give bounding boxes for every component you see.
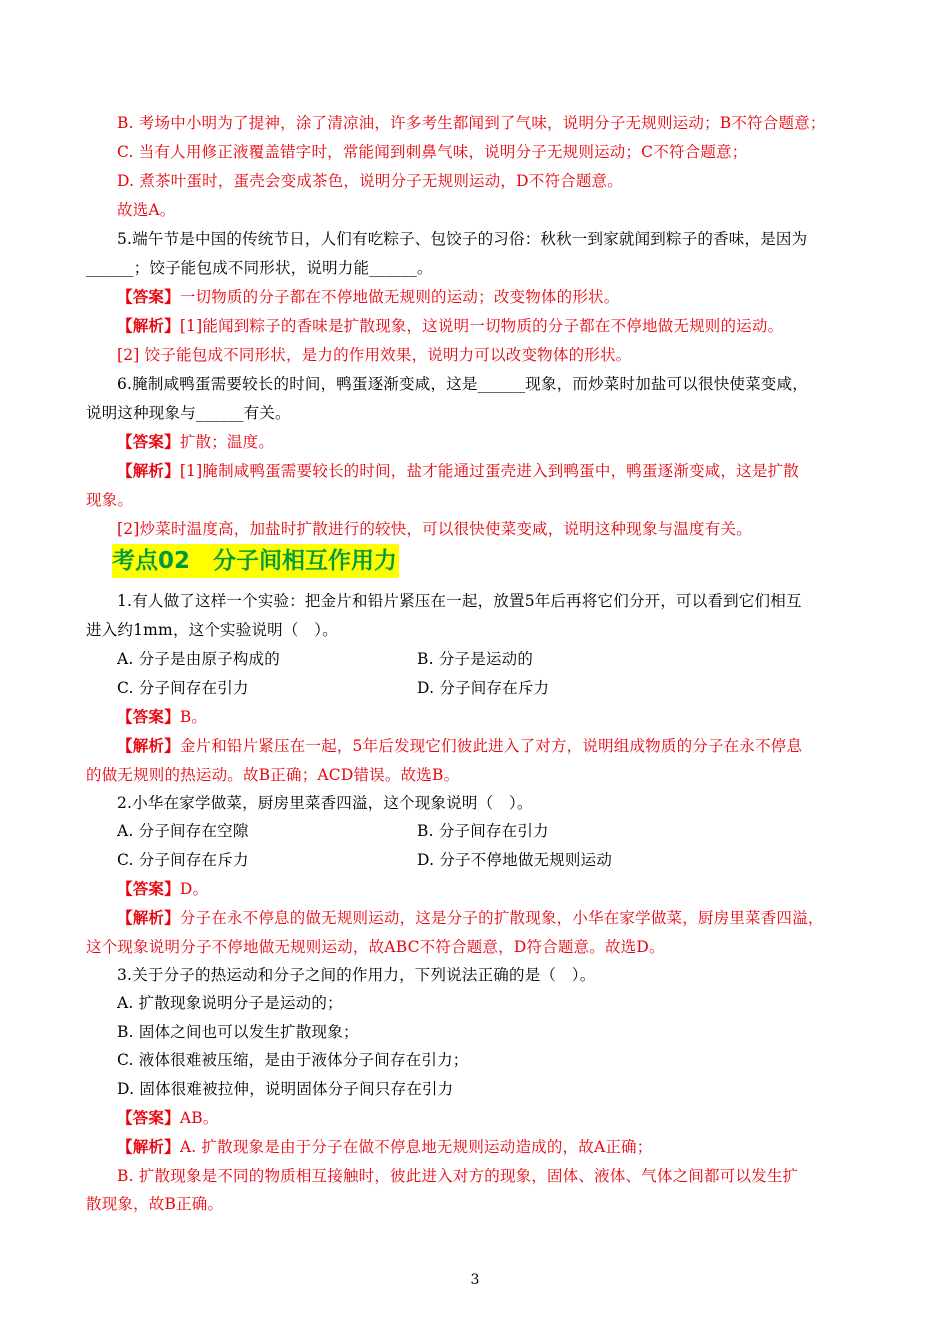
answer-text: 扩散；温度。 xyxy=(179,433,275,451)
k-question-3-explanation xyxy=(117,1136,652,1158)
explanation-text: 分子在永不停息的做无规则运动，这是分子的扩散现象，小华在家学做菜，厨房里菜香四溢， xyxy=(179,909,824,927)
k-question-1-text: 1.有人做了这样一个实验：把金片和铅片紧压在一起，放置5年后再将它们分开，可以看到它们相互 xyxy=(117,592,802,610)
k-question-2-explanation-cont: 这个现象说明分子不停地做无规则运动，故ABC不符合题意，D符合题意。故选D。 xyxy=(86,938,665,956)
question-6-text: 6.腌制咸鸭蛋需要较长的时间，鸭蛋逐渐变咸，这是______现象，而炒菜时加盐可以很快使菜变咸， xyxy=(117,375,808,393)
answer-tag: 【答案】 xyxy=(117,707,180,726)
k-question-3-option-b: B. 固体之间也可以发生扩散现象； xyxy=(117,1023,359,1041)
question-5-explanation xyxy=(117,315,783,337)
question-6-explanation-2: [2]炒菜时温度高，加盐时扩散进行的较快，可以很快使菜变咸，说明这种现象与温度有关。 xyxy=(117,520,752,538)
k-question-2-option-d: D. 分子不停地做无规则运动 xyxy=(417,851,613,869)
conclusion-text: 故选A。 xyxy=(117,201,176,219)
page-number: 3 xyxy=(470,1272,480,1288)
explanation-tag: 【解析】 xyxy=(117,736,180,755)
option-explanation-d: D. 煮茶叶蛋时，蛋壳会变成茶色，说明分子无规则运动，D不符合题意。 xyxy=(117,172,623,190)
k-question-2-option-b: B. 分子间存在引力 xyxy=(417,822,549,840)
answer-tag: 【答案】 xyxy=(117,1108,180,1127)
explanation-text: [1]能闻到粽子的香味是扩散现象，这说明一切物质的分子都在不停地做无规则的运动。 xyxy=(179,317,784,335)
k-question-3-option-c: C. 液体很难被压缩，是由于液体分子间存在引力； xyxy=(117,1051,469,1069)
explanation-tag: 【解析】 xyxy=(117,316,180,335)
k-question-2-option-c: C. 分子间存在斥力 xyxy=(117,851,249,869)
option-explanation-b: B. 考场中小明为了提神，涂了清凉油，许多考生都闻到了气味，说明分子无规则运动；B不符合题意； xyxy=(117,114,826,132)
answer-text: AB。 xyxy=(179,1109,219,1127)
k-question-2-option-a: A. 分子间存在空隙 xyxy=(117,822,249,840)
question-5-text-cont: ______；饺子能包成不同形状，说明力能______。 xyxy=(86,259,433,277)
k-question-2-text: 2.小华在家学做菜，厨房里菜香四溢，这个现象说明（ ）。 xyxy=(117,794,533,812)
k-question-1-text-cont: 进入约1mm，这个实验说明（ ）。 xyxy=(86,621,338,639)
answer-text: 一切物质的分子都在不停地做无规则的运动；改变物体的形状。 xyxy=(179,288,620,306)
explanation-tag: 【解析】 xyxy=(117,461,180,480)
k-question-3-explanation-b-cont: 散现象，故B正确。 xyxy=(86,1195,224,1213)
k-question-2-explanation xyxy=(117,907,824,929)
answer-tag: 【答案】 xyxy=(117,879,180,898)
question-6-answer xyxy=(117,431,274,453)
k-question-3-explanation-b: B. 扩散现象是不同的物质相互接触时，彼此进入对方的现象，固体、液体、气体之间都可以发生扩 xyxy=(117,1167,799,1185)
k-question-2-answer xyxy=(117,878,208,900)
explanation-text: A. 扩散现象是由于分子在做不停息地无规则运动造成的，故A正确； xyxy=(179,1138,653,1156)
explanation-text: 金片和铅片紧压在一起，5年后发现它们彼此进入了对方，说明组成物质的分子在永不停息 xyxy=(179,737,803,755)
k-question-1-option-d: D. 分子间存在斥力 xyxy=(417,679,550,697)
answer-text: D。 xyxy=(179,880,209,898)
answer-tag: 【答案】 xyxy=(117,287,180,306)
k-question-3-text: 3.关于分子的热运动和分子之间的作用力，下列说法正确的是（ ）。 xyxy=(117,966,596,984)
k-question-1-option-a: A. 分子是由原子构成的 xyxy=(117,650,280,668)
k-question-1-explanation xyxy=(117,735,802,757)
question-5-answer xyxy=(117,286,619,308)
question-6-text-cont: 说明这种现象与______有关。 xyxy=(86,404,291,422)
question-6-explanation-cont: 现象。 xyxy=(86,491,134,509)
k-question-1-option-b: B. 分子是运动的 xyxy=(417,650,534,668)
question-5-text: 5.端午节是中国的传统节日，人们有吃粽子、包饺子的习俗：秋秋一到家就闻到粽子的香味，是因为 xyxy=(117,230,808,248)
explanation-tag: 【解析】 xyxy=(117,1137,180,1156)
k-question-1-option-c: C. 分子间存在引力 xyxy=(117,679,249,697)
k-question-3-option-d: D. 固体很难被拉伸，说明固体分子间只存在引力 xyxy=(117,1080,454,1098)
section-heading: 考点02 分子间相互作用力 xyxy=(112,544,399,578)
option-explanation-c: C. 当有人用修正液覆盖错字时，常能闻到刺鼻气味，说明分子无规则运动；C不符合题意； xyxy=(117,143,748,161)
answer-text: B。 xyxy=(179,708,208,726)
explanation-text: [1]腌制咸鸭蛋需要较长的时间，盐才能通过蛋壳进入到鸭蛋中，鸭蛋逐渐变咸，这是扩散 xyxy=(179,462,799,480)
answer-tag: 【答案】 xyxy=(117,432,180,451)
question-6-explanation xyxy=(117,460,799,482)
explanation-tag: 【解析】 xyxy=(117,908,180,927)
k-question-3-option-a: A. 扩散现象说明分子是运动的； xyxy=(117,994,343,1012)
question-5-explanation-2: [2] 饺子能包成不同形状，是力的作用效果，说明力可以改变物体的形状。 xyxy=(117,346,632,364)
k-question-1-answer xyxy=(117,706,207,728)
k-question-3-answer xyxy=(117,1107,219,1129)
k-question-1-explanation-cont: 的做无规则的热运动。故B正确；ACD错误。故选B。 xyxy=(86,766,460,784)
